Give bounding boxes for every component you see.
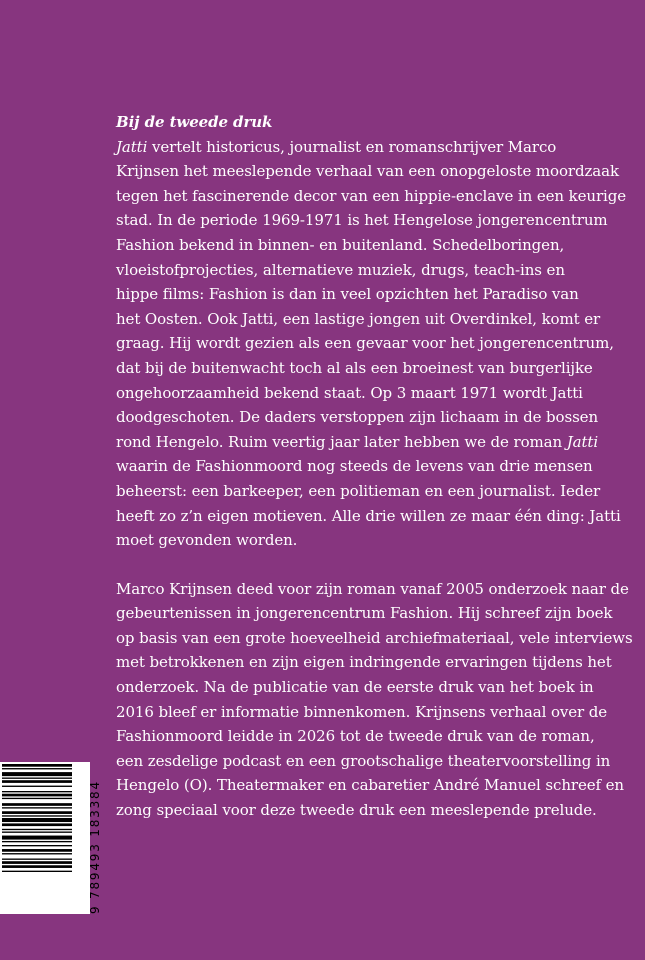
barcode-bar: [2, 849, 72, 852]
text-line: tegen het fascinerende decor van een hippie-enclave in een keurige: [116, 186, 626, 205]
barcode-bar: [2, 811, 72, 814]
barcode-bar: [2, 853, 72, 854]
barcode-bar: [2, 807, 72, 808]
text-line: graag. Hij wordt gezien als een gevaar voor het jongerencentrum,: [116, 334, 614, 353]
text-line: doodgeschoten. De daders verstoppen zijn lichaam in de bossen: [116, 408, 599, 427]
isbn-digits: 9 789493 183384: [88, 780, 102, 914]
text-line: een zesdelige podcast en een grootschalige theatervoorstelling in: [116, 751, 611, 770]
barcode-bar: [2, 815, 72, 816]
barcode-bar: [2, 791, 72, 792]
barcode-bar: [2, 829, 72, 830]
text-line: vloeistofprojecties, alternatieve muziek, drugs, teach-ins en: [116, 260, 565, 279]
text-fragment: rond Hengelo. Ruim veertig jaar later hebben we de roman: [116, 432, 567, 451]
barcode-bar: [2, 780, 72, 783]
barcode-bar: [2, 832, 72, 833]
text-line: het Oosten. Ook Jatti, een lastige jongen uit Overdinkel, komt er: [116, 309, 601, 328]
paragraph-spacer: [116, 553, 636, 577]
text-line: beheerst: een barkeeper, een politieman en een journalist. Ieder: [116, 481, 601, 500]
barcode-bar: [2, 772, 72, 776]
barcode-bar: [2, 845, 72, 846]
barcode-bar: [2, 861, 72, 864]
barcode-bar: [2, 786, 72, 787]
barcode-bar: [2, 764, 72, 767]
barcode-bar: [2, 768, 72, 769]
barcode-bar: [2, 798, 72, 799]
text-line: 2016 bleef er informatie binnenkomen. Krijnsens verhaal over de: [116, 702, 608, 721]
text-line: Fashion bekend in binnen- en buitenland. Schedelboringen,: [116, 235, 565, 254]
barcode-bar: [2, 859, 72, 860]
text-line: dat bij de buitenwacht toch al als een broeinest van burgerlijke: [116, 358, 593, 377]
barcode-bar: [2, 865, 72, 868]
text-line: hippe films: Fashion is dan in veel opzichten het Paradiso van: [116, 285, 579, 304]
blurb-paragraph-2: [116, 577, 636, 823]
text-line: Hengelo (O). Theatermaker en cabaretier André Manuel schreef en: [116, 776, 624, 795]
text-line: ongehoorzaamheid bekend staat. Op 3 maart 1971 wordt Jatti: [116, 383, 583, 402]
text-line: met betrokkenen en zijn eigen indringende ervaringen tijdens het: [116, 653, 612, 672]
barcode-bar: [2, 836, 72, 840]
book-title: Jatti: [566, 432, 599, 451]
text-line: Marco Krijnsen deed voor zijn roman vanaf 2005 onderzoek naar de: [116, 579, 629, 598]
barcode-bar: [2, 871, 72, 872]
blurb: [116, 110, 636, 823]
text-line: gebeurtenissen in jongerencentrum Fashion. Hij schreef zijn boek: [116, 604, 613, 623]
text-line: zong speciaal voor deze tweede druk een meeslepende prelude.: [116, 801, 597, 820]
text-line: op basis van een grote hoeveelheid archiefmateriaal, vele interviews: [116, 628, 633, 647]
barcode-bar: [2, 823, 72, 826]
text-line: moet gevonden worden.: [116, 531, 298, 550]
text-line: Fashionmoord leidde in 2026 tot de tweede druk van de roman,: [116, 727, 595, 746]
barcode-bars: [0, 762, 90, 914]
barcode-bar: [2, 803, 72, 806]
barcode-bar: [2, 841, 72, 842]
isbn-barcode: [0, 762, 102, 914]
text-line: stad. In de periode 1969-1971 is het Hengelose jongerencentrum: [116, 211, 608, 230]
text-line: Krijnsen het meeslepende verhaal van een onopgeloste moordzaak: [116, 162, 619, 181]
book-title: Jatti: [116, 137, 148, 156]
barcode-bar: [2, 778, 72, 779]
barcode-bar: [2, 818, 72, 822]
text-line: heeft zo z’n eigen motieven. Alle drie willen ze maar één ding: Jatti: [116, 506, 621, 525]
text-fragment: vertelt historicus, journalist en romanschrijver Marco: [147, 137, 557, 156]
blurb-paragraph-1: [116, 135, 636, 553]
blurb-heading: Bij de tweede druk: [116, 113, 273, 131]
text-line: [116, 430, 636, 455]
text-line: [116, 135, 636, 160]
text-line: waarin de Fashionmoord nog steeds de levens van drie mensen: [116, 457, 593, 476]
barcode-bar: [2, 794, 72, 797]
text-line: onderzoek. Na de publicatie van de eerste druk van het boek in: [116, 678, 594, 697]
